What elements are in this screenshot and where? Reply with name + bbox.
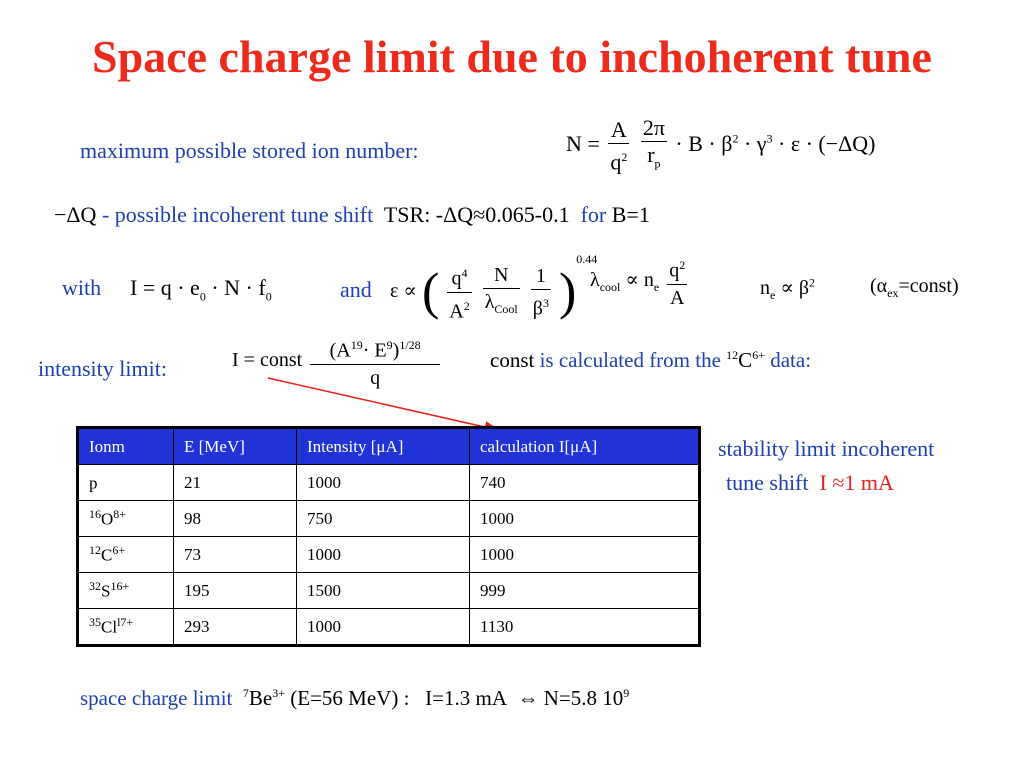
calc-cell: 1000	[470, 537, 700, 573]
calc-cell: 999	[470, 573, 700, 609]
ion-cell: $^{35}Cl^{l7+}$	[78, 609, 174, 646]
ion-cell: $^{32}S^{16+}$	[78, 573, 174, 609]
energy-cell: 293	[174, 609, 297, 646]
table-row	[78, 537, 700, 573]
ion-number-label: maximum possible stored ion number:	[80, 138, 419, 163]
intensity-cell: 1000	[297, 537, 470, 573]
intensity-cell: 1000	[297, 609, 470, 646]
alpha-const: $(\alpha_{ex}=const)$	[870, 275, 959, 300]
calc-cell: 1000	[470, 501, 700, 537]
const-note: const is calculated from the $^{12}C^{6+}$ data:	[490, 348, 812, 372]
formula-i: $I = q \cdot e_0 \cdot N \cdot f_0$	[130, 275, 272, 304]
intensity-cell: 1000	[297, 465, 470, 501]
tune-shift-line: −ΔQ - possible incoherent tune shift TSR: -ΔQ≈0.065-0.1 for B=1	[54, 202, 650, 227]
intensity-limit-label: intensity limit:	[38, 356, 167, 381]
table-row	[78, 609, 700, 646]
ion-cell: $^{12}C^{6+}$	[78, 537, 174, 573]
with-label: with	[62, 275, 102, 300]
ion-data-table	[76, 426, 701, 647]
and-label: and	[340, 277, 372, 302]
formula-ne: $n_e \propto \beta^2$	[760, 275, 816, 302]
table-row	[78, 501, 700, 537]
space-charge-line: space charge limit $^7Be^{3+}$ (E=56 MeV) : I=1.3 mA ⇔ N=5.8 $10^9$	[80, 686, 630, 710]
formula-lambda: $\lambda_{cool} \propto n_e$ $\frac{q^2}{A}$	[590, 252, 690, 311]
header-intensity: Intensity [μA]	[297, 428, 470, 465]
energy-cell: 195	[174, 573, 297, 609]
formula-n: N = $\frac{A}{q^2}$ $\frac{2\pi}{r_p}$ · $B \cdot \beta^2 \cdot \gamma^3 \cdot \varepsilon \cdot (-\Delta Q)$	[566, 115, 876, 174]
energy-cell: 98	[174, 501, 297, 537]
ion-cell: p	[78, 465, 174, 501]
table-row	[78, 573, 700, 609]
calc-cell: 740	[470, 465, 700, 501]
stability-line-2: tune shift I ≈1 mA	[726, 470, 894, 495]
calc-cell: 1130	[470, 609, 700, 646]
intensity-cell: 1500	[297, 573, 470, 609]
energy-cell: 21	[174, 465, 297, 501]
header-calculation: calculation I[μA]	[470, 428, 700, 465]
table-row	[78, 465, 700, 501]
header-ion: Ionm	[78, 428, 174, 465]
formula-limit: I = const $\frac{(A^{19}\cdot E^9)^{1/28}}{q}$	[232, 332, 443, 391]
intensity-cell: 750	[297, 501, 470, 537]
table-header-row	[78, 428, 700, 465]
ion-cell: $^{16}O^{8+}$	[78, 501, 174, 537]
page-title: Space charge limit due to inchoherent tune	[92, 31, 932, 82]
stability-line-1: stability limit incoherent	[718, 436, 935, 461]
energy-cell: 73	[174, 537, 297, 573]
header-energy: E [MeV]	[174, 428, 297, 465]
formula-eps: ε ∝ ( $\frac{q^4}{A^2}$ $\frac{N}{\lambda_{Cool}}$ $\frac{1}{\beta^3}$ )$^{0.44}$	[390, 252, 598, 323]
